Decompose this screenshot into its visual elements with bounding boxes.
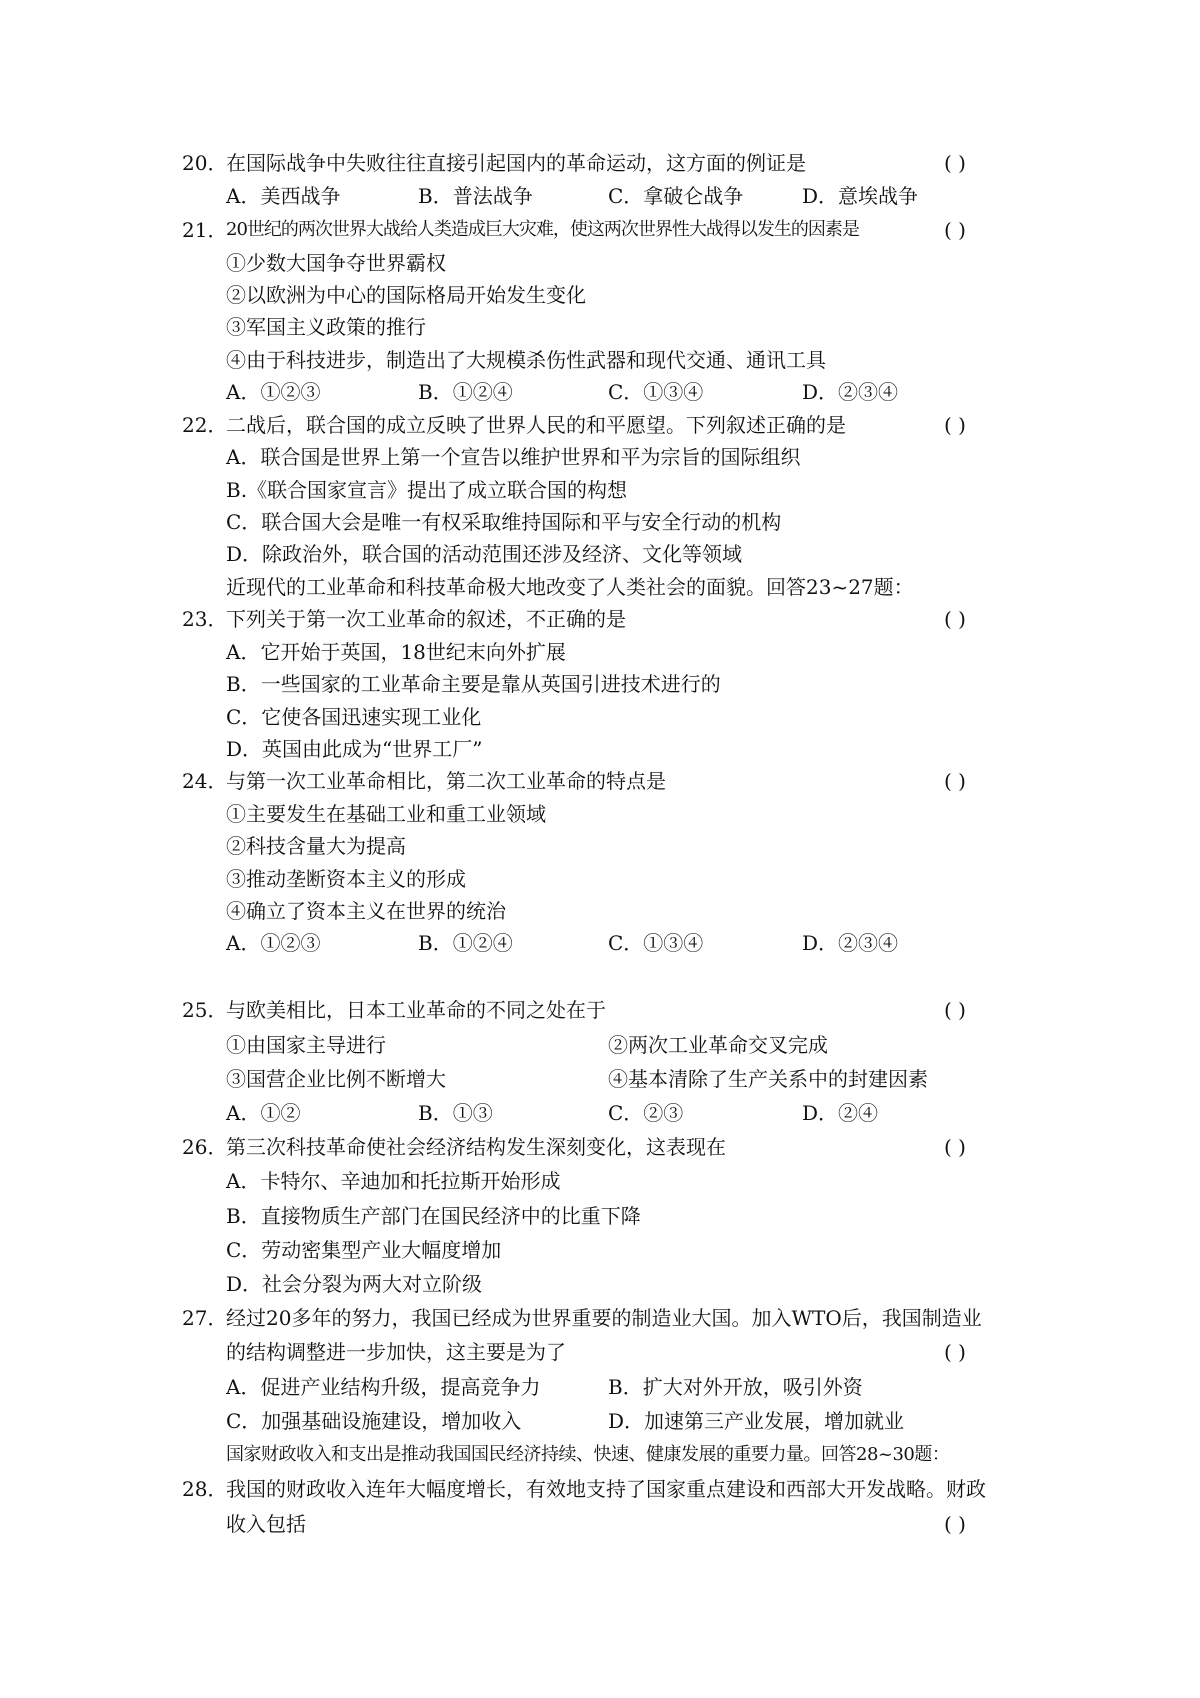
question-number: 24． <box>182 769 228 793</box>
option-a: A．①② <box>226 1101 301 1125</box>
option-b: B．扩大对外开放，吸引外资 <box>608 1375 863 1399</box>
option-a: A．联合国是世界上第一个宣告以维护世界和平为宗旨的国际组织 <box>226 445 801 469</box>
question-number: 21． <box>182 218 228 242</box>
statement-item: ③推动垄断资本主义的形成 <box>226 867 466 891</box>
option-a: A．它开始于英国，18世纪末向外扩展 <box>226 640 566 664</box>
question-number: 28． <box>182 1477 228 1501</box>
question-stem: 与第一次工业革命相比，第二次工业革命的特点是 <box>226 769 666 793</box>
option-d: D．②③④ <box>802 380 899 404</box>
statement-item: ②科技含量大为提高 <box>226 834 406 858</box>
option-c: C．②③ <box>608 1101 684 1125</box>
question-stem: 二战后，联合国的成立反映了世界人民的和平愿望。下列叙述正确的是 <box>226 413 846 437</box>
question-stem: 与欧美相比，日本工业革命的不同之处在于 <box>226 998 606 1022</box>
question-number: 25． <box>182 998 228 1022</box>
answer-parenthesis: ( ) <box>944 1340 966 1364</box>
option-d: D．加速第三产业发展，增加就业 <box>608 1409 905 1433</box>
statement-item: ③军国主义政策的推行 <box>226 315 426 339</box>
option-d: D．社会分裂为两大对立阶级 <box>226 1272 483 1296</box>
section-intro: 国家财政收入和支出是推动我国国民经济持续、快速、健康发展的重要力量。回答28~30题： <box>226 1444 950 1465</box>
answer-parenthesis: ( ) <box>944 151 966 175</box>
statement-item: ①由国家主导进行 <box>226 1033 386 1057</box>
question-number: 27． <box>182 1306 228 1330</box>
question-stem: 经过20多年的努力，我国已经成为世界重要的制造业大国。加入WTO后，我国制造业 <box>226 1306 982 1330</box>
option-c: C．联合国大会是唯一有权采取维持国际和平与安全行动的机构 <box>226 510 782 534</box>
answer-parenthesis: ( ) <box>944 218 966 242</box>
option-b: B．一些国家的工业革命主要是靠从英国引进技术进行的 <box>226 672 721 696</box>
question-stem: 下列关于第一次工业革命的叙述，不正确的是 <box>226 607 626 631</box>
question-number: 23． <box>182 607 228 631</box>
question-number: 22． <box>182 413 228 437</box>
question-stem: 我国的财政收入连年大幅度增长，有效地支持了国家重点建设和西部大开发战略。财政 <box>226 1477 986 1501</box>
option-c: C．劳动密集型产业大幅度增加 <box>226 1238 502 1262</box>
statement-item: ④基本清除了生产关系中的封建因素 <box>608 1067 928 1091</box>
question-stem: 第三次科技革命使社会经济结构发生深刻变化，这表现在 <box>226 1135 726 1159</box>
option-a: A．①②③ <box>226 380 321 404</box>
option-c: C．①③④ <box>608 380 704 404</box>
option-d: D．除政治外，联合国的活动范围还涉及经济、文化等领域 <box>226 542 743 566</box>
option-c: C．拿破仑战争 <box>608 184 744 208</box>
statement-item: ④由于科技进步，制造出了大规模杀伤性武器和现代交通、通讯工具 <box>226 348 826 372</box>
option-b: B．直接物质生产部门在国民经济中的比重下降 <box>226 1204 641 1228</box>
question-stem-continued: 的结构调整进一步加快，这主要是为了 <box>226 1340 566 1364</box>
option-b: B．①②④ <box>418 931 513 955</box>
option-c: C．加强基础设施建设，增加收入 <box>226 1409 522 1433</box>
answer-parenthesis: ( ) <box>944 413 966 437</box>
option-c: C．①③④ <box>608 931 704 955</box>
question-stem: 20世纪的两次世界大战给人类造成巨大灾难，使这两次世界性大战得以发生的因素是 <box>226 219 859 240</box>
answer-parenthesis: ( ) <box>944 769 966 793</box>
option-a: A．卡特尔、辛迪加和托拉斯开始形成 <box>226 1169 561 1193</box>
answer-parenthesis: ( ) <box>944 1512 966 1536</box>
option-b: B．①③ <box>418 1101 493 1125</box>
statement-item: ②以欧洲为中心的国际格局开始发生变化 <box>226 283 586 307</box>
option-d: D．英国由此成为“世界工厂” <box>226 737 483 761</box>
statement-item: ①主要发生在基础工业和重工业领域 <box>226 802 546 826</box>
option-a: A．美西战争 <box>226 184 341 208</box>
option-a: A．①②③ <box>226 931 321 955</box>
question-stem-continued: 收入包括 <box>226 1512 306 1536</box>
option-a: A．促进产业结构升级，提高竞争力 <box>226 1375 541 1399</box>
statement-item: ①少数大国争夺世界霸权 <box>226 251 446 275</box>
answer-parenthesis: ( ) <box>944 607 966 631</box>
option-b: B.《联合国家宣言》提出了成立联合国的构想 <box>226 478 628 502</box>
statement-item: ②两次工业革命交叉完成 <box>608 1033 828 1057</box>
question-number: 20． <box>182 151 228 175</box>
answer-parenthesis: ( ) <box>944 1135 966 1159</box>
option-b: B．普法战争 <box>418 184 533 208</box>
option-d: D．意埃战争 <box>802 184 919 208</box>
statement-item: ③国营企业比例不断增大 <box>226 1067 446 1091</box>
option-b: B．①②④ <box>418 380 513 404</box>
answer-parenthesis: ( ) <box>944 998 966 1022</box>
section-intro: 近现代的工业革命和科技革命极大地改变了人类社会的面貌。回答23~27题： <box>226 575 914 599</box>
question-number: 26． <box>182 1135 228 1159</box>
question-stem: 在国际战争中失败往往直接引起国内的革命运动，这方面的例证是 <box>226 151 806 175</box>
option-d: D．②④ <box>802 1101 879 1125</box>
option-c: C．它使各国迅速实现工业化 <box>226 705 482 729</box>
statement-item: ④确立了资本主义在世界的统治 <box>226 899 506 923</box>
option-d: D．②③④ <box>802 931 899 955</box>
